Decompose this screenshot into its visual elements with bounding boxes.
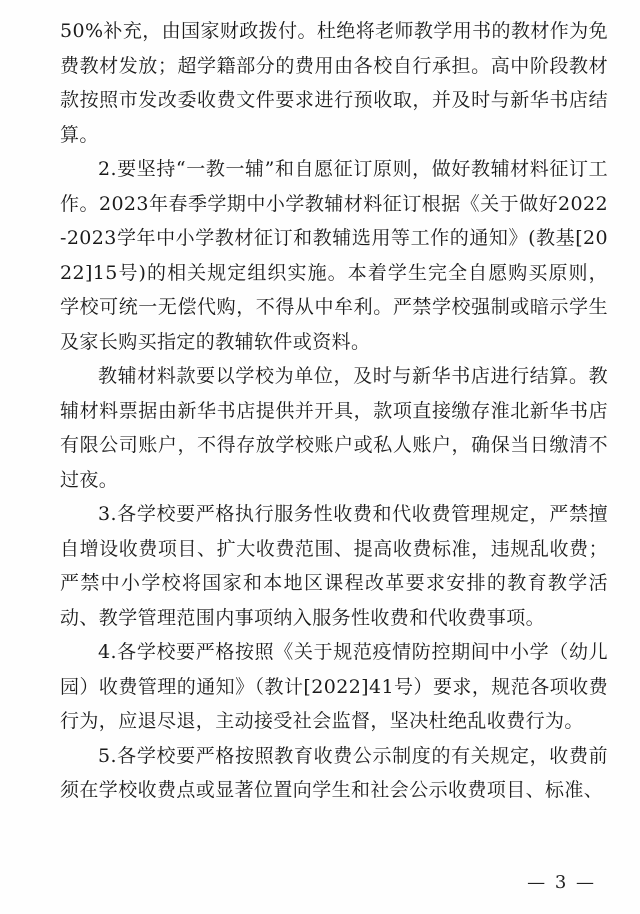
paragraph-continuation: 50%补充，由国家财政拨付。杜绝将老师教学用书的教材作为免费教材发放；超学籍部分的费用由各校自行承担。高中阶段教材款按照市发改委收费文件要求进行预收取，并及时与新华书店结算。 <box>60 20 608 146</box>
document-body <box>60 14 608 808</box>
paragraph-item-4: 4.各学校要严格按照《关于规范疫情防控期间中小学（幼儿园）收费管理的通知》（教计[2022]41号）要求，规范各项收费行为，应退尽退，主动接受社会监督，坚决杜绝乱收费行为。 <box>60 641 608 732</box>
page-number: — 3 — <box>527 872 596 893</box>
paragraph-item-2: 2.要坚持“一教一辅”和自愿征订原则，做好教辅材料征订工作。2023年春季学期中小学教辅材料征订根据《关于做好2022-2023学年中小学教材征订和教辅选用等工作的通知》(教基[2022]15号)的相关规定组织实施。本着学生完全自愿购买原则，学校可统一无偿代购，不得从中牟利。严禁学校强制或暗示学生及家长购买指定的教辅软件或资料。 <box>60 158 608 353</box>
paragraph-settlement: 教辅材料款要以学校为单位，及时与新华书店进行结算。教辅材料票据由新华书店提供并开具，款项直接缴存淮北新华书店有限公司账户，不得存放学校账户或私人账户，确保当日缴清不过夜。 <box>60 365 608 491</box>
paragraph-item-3: 3.各学校要严格执行服务性收费和代收费管理规定，严禁擅自增设收费项目、扩大收费范围、提高收费标准，违规乱收费；严禁中小学校将国家和本地区课程改革要求安排的教育教学活动、教学管理范围内事项纳入服务性收费和代收费事项。 <box>60 503 608 629</box>
paragraph-item-5: 5.各学校要严格按照教育收费公示制度的有关规定，收费前须在学校收费点或显著位置向学生和社会公示收费项目、标准、 <box>60 744 608 801</box>
